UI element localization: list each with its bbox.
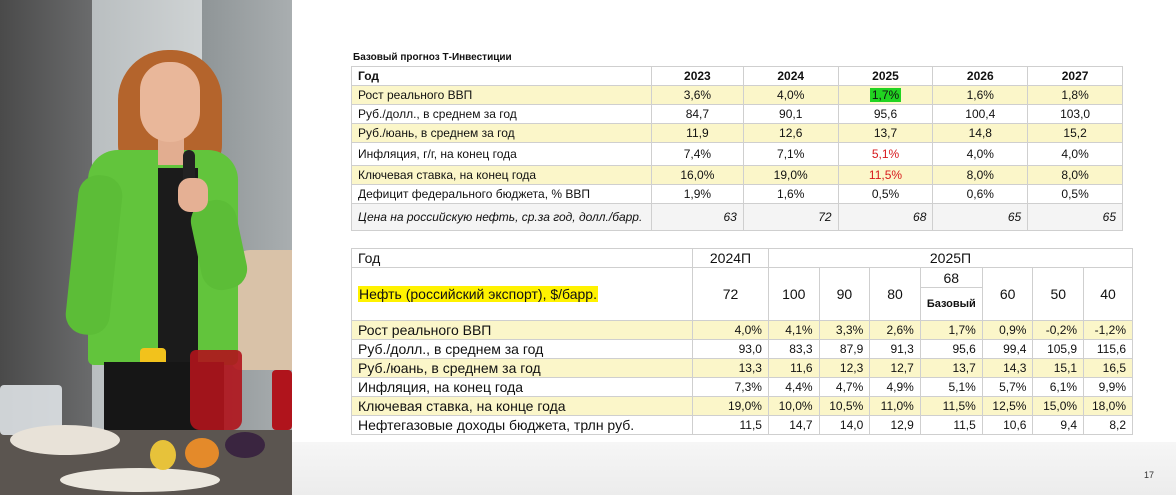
table-cell: 93,0 bbox=[693, 340, 769, 359]
table-cell: 65 bbox=[933, 204, 1028, 231]
table-cell: 40 bbox=[1084, 268, 1133, 321]
table-cell: 11,5% bbox=[920, 397, 982, 416]
table-cell: 11,0% bbox=[870, 397, 921, 416]
table-cell: 4,0% bbox=[1028, 143, 1123, 166]
table-cell: 100,4 bbox=[933, 105, 1028, 124]
oil-price-row bbox=[352, 268, 1133, 288]
row-label: Рост реального ВВП bbox=[352, 86, 652, 105]
table-cell: 14,8 bbox=[933, 124, 1028, 143]
table-cell: 9,9% bbox=[1084, 378, 1133, 397]
base-forecast-table bbox=[351, 66, 1123, 231]
table-cell: 18,0% bbox=[1084, 397, 1133, 416]
table-cell: 10,5% bbox=[819, 397, 870, 416]
table-row bbox=[352, 359, 1133, 378]
table-cell: 11,5% bbox=[838, 166, 933, 185]
table-cell: 19,0% bbox=[693, 397, 769, 416]
table-cell: 12,6 bbox=[743, 124, 838, 143]
table-cell: 80 bbox=[870, 268, 921, 321]
row-label: Ключевая ставка, на конце года bbox=[352, 397, 693, 416]
table-cell: 90 bbox=[819, 268, 870, 321]
table-cell: 1,8% bbox=[1028, 86, 1123, 105]
table-cell: -0,2% bbox=[1033, 321, 1084, 340]
table-cell: 1,7% bbox=[920, 321, 982, 340]
table-cell: 11,5 bbox=[693, 416, 769, 435]
table-cell: 3,3% bbox=[819, 321, 870, 340]
table-cell: 103,0 bbox=[1028, 105, 1123, 124]
table-cell: 5,1% bbox=[920, 378, 982, 397]
table-cell: 15,2 bbox=[1028, 124, 1123, 143]
table-cell: 15,0% bbox=[1033, 397, 1084, 416]
table-cell: 5,1% bbox=[838, 143, 933, 166]
row-label: Руб./долл., в среднем за год bbox=[352, 340, 693, 359]
table-cell: 10,6 bbox=[982, 416, 1033, 435]
header-cell: Год bbox=[352, 67, 652, 86]
oil-scenario-table bbox=[351, 248, 1133, 435]
table-cell: 95,6 bbox=[838, 105, 933, 124]
row-label: Инфляция, на конец года bbox=[352, 378, 693, 397]
table-row bbox=[352, 416, 1133, 435]
table-cell: 99,4 bbox=[982, 340, 1033, 359]
table-cell: 68 bbox=[838, 204, 933, 231]
presenter-photo bbox=[0, 0, 292, 495]
table-cell: 13,3 bbox=[693, 359, 769, 378]
table-cell: 0,6% bbox=[933, 185, 1028, 204]
table-cell: 12,7 bbox=[870, 359, 921, 378]
page-number: 17 bbox=[1143, 470, 1154, 480]
header-cell: 2024П bbox=[693, 249, 769, 268]
header-cell: 2025П bbox=[768, 249, 1132, 268]
table-cell: 4,9% bbox=[870, 378, 921, 397]
row-label: Инфляция, г/г, на конец года bbox=[352, 143, 652, 166]
row-label bbox=[352, 268, 693, 321]
table-cell: 11,9 bbox=[651, 124, 743, 143]
table-row bbox=[352, 397, 1133, 416]
table-cell: 63 bbox=[651, 204, 743, 231]
table-cell: 10,0% bbox=[768, 397, 819, 416]
table-cell: 1,6% bbox=[933, 86, 1028, 105]
table-header-row bbox=[352, 67, 1123, 86]
table-cell: 8,2 bbox=[1084, 416, 1133, 435]
table-cell: 12,5% bbox=[982, 397, 1033, 416]
table-cell: 14,7 bbox=[768, 416, 819, 435]
table-row bbox=[352, 166, 1123, 185]
table-cell: 15,1 bbox=[1033, 359, 1084, 378]
row-label: Цена на российскую нефть, ср.за год, долл./барр. bbox=[352, 204, 652, 231]
table-cell: 14,3 bbox=[982, 359, 1033, 378]
table-cell: 4,0% bbox=[693, 321, 769, 340]
row-label: Руб./долл., в среднем за год bbox=[352, 105, 652, 124]
table-cell: 4,1% bbox=[768, 321, 819, 340]
table-cell: 0,5% bbox=[1028, 185, 1123, 204]
table-cell: 60 bbox=[982, 268, 1033, 321]
table-row bbox=[352, 378, 1133, 397]
table-cell: 95,6 bbox=[920, 340, 982, 359]
table-row bbox=[352, 204, 1123, 231]
table-cell: 84,7 bbox=[651, 105, 743, 124]
table-cell: 9,4 bbox=[1033, 416, 1084, 435]
table-cell: 7,1% bbox=[743, 143, 838, 166]
table-cell: 8,0% bbox=[933, 166, 1028, 185]
table-row bbox=[352, 321, 1133, 340]
table-cell: 4,7% bbox=[819, 378, 870, 397]
header-cell: 2023 bbox=[651, 67, 743, 86]
table-row bbox=[352, 86, 1123, 105]
table-cell: 6,1% bbox=[1033, 378, 1084, 397]
table-cell: 16,5 bbox=[1084, 359, 1133, 378]
table-cell: 0,5% bbox=[838, 185, 933, 204]
row-label: Руб./юань, в среднем за год bbox=[352, 124, 652, 143]
table-header-row bbox=[352, 249, 1133, 268]
table-cell: 13,7 bbox=[920, 359, 982, 378]
table-cell: 90,1 bbox=[743, 105, 838, 124]
table-cell: 7,4% bbox=[651, 143, 743, 166]
table-cell: 1,6% bbox=[743, 185, 838, 204]
table-cell: 5,7% bbox=[982, 378, 1033, 397]
table-cell: 4,0% bbox=[933, 143, 1028, 166]
table-cell bbox=[838, 86, 933, 105]
table-cell: 65 bbox=[1028, 204, 1123, 231]
table-cell: 12,9 bbox=[870, 416, 921, 435]
table-cell: 3,6% bbox=[651, 86, 743, 105]
table-cell: 68 bbox=[920, 268, 982, 288]
table-cell: 100 bbox=[768, 268, 819, 321]
header-cell: 2025 bbox=[838, 67, 933, 86]
row-label: Руб./юань, в среднем за год bbox=[352, 359, 693, 378]
table-cell: 87,9 bbox=[819, 340, 870, 359]
base-scenario-label: Базовый bbox=[920, 288, 982, 321]
table-cell: 14,0 bbox=[819, 416, 870, 435]
table-cell: 83,3 bbox=[768, 340, 819, 359]
table-cell: 91,3 bbox=[870, 340, 921, 359]
table-cell: 105,9 bbox=[1033, 340, 1084, 359]
header-cell: 2024 bbox=[743, 67, 838, 86]
table-cell: 50 bbox=[1033, 268, 1084, 321]
table-row bbox=[352, 105, 1123, 124]
table-cell: 1,9% bbox=[651, 185, 743, 204]
highlighted-value: 1,7% bbox=[871, 88, 900, 102]
slide-title: Базовый прогноз Т-Инвестиции bbox=[353, 52, 512, 63]
table-cell: 4,4% bbox=[768, 378, 819, 397]
table-cell: 8,0% bbox=[1028, 166, 1123, 185]
header-cell: 2026 bbox=[933, 67, 1028, 86]
row-label: Рост реального ВВП bbox=[352, 321, 693, 340]
table-cell: -1,2% bbox=[1084, 321, 1133, 340]
table-row bbox=[352, 340, 1133, 359]
table-row bbox=[352, 185, 1123, 204]
table-cell: 13,7 bbox=[838, 124, 933, 143]
table-cell: 12,3 bbox=[819, 359, 870, 378]
header-cell: 2027 bbox=[1028, 67, 1123, 86]
table-cell: 115,6 bbox=[1084, 340, 1133, 359]
table-cell: 16,0% bbox=[651, 166, 743, 185]
table-cell: 4,0% bbox=[743, 86, 838, 105]
table-cell: 7,3% bbox=[693, 378, 769, 397]
table-cell: 72 bbox=[693, 268, 769, 321]
row-label: Ключевая ставка, на конец года bbox=[352, 166, 652, 185]
table-cell: 19,0% bbox=[743, 166, 838, 185]
header-cell: Год bbox=[352, 249, 693, 268]
table-row bbox=[352, 124, 1123, 143]
table-cell: 2,6% bbox=[870, 321, 921, 340]
row-label: Нефтегазовые доходы бюджета, трлн руб. bbox=[352, 416, 693, 435]
highlighted-label: Нефть (российский экспорт), $/барр. bbox=[359, 286, 597, 302]
table-cell: 72 bbox=[743, 204, 838, 231]
table-cell: 0,9% bbox=[982, 321, 1033, 340]
table-cell: 11,5 bbox=[920, 416, 982, 435]
table-row bbox=[352, 143, 1123, 166]
table-cell: 11,6 bbox=[768, 359, 819, 378]
row-label: Дефицит федерального бюджета, % ВВП bbox=[352, 185, 652, 204]
